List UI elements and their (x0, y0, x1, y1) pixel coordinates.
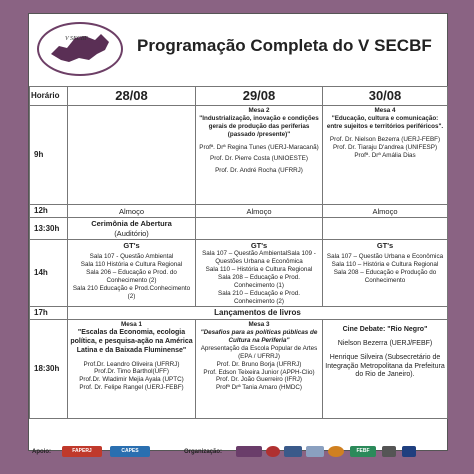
cell-30-1330h (323, 218, 448, 240)
gt-29-4: Sala 210 – Educação e Prod. Conhecimento (2) (218, 289, 300, 305)
gt-28-2: Sala 110 História e Cultura Regional (80, 261, 183, 269)
gts-title-28: GT's (123, 241, 140, 250)
org-logo-3 (284, 446, 302, 457)
cell-28-14h (68, 240, 196, 307)
mesa1-theme: "Escalas da Economia, ecologia política, e pesquisa-ação na América Latina e da Baixada Fluminense" (70, 329, 193, 354)
secbf-logo (37, 22, 123, 76)
row-14h (30, 240, 448, 307)
capes-logo: CAPES (110, 446, 150, 457)
cell-29-1330h (196, 218, 323, 240)
header-day2: 29/08 (196, 87, 323, 106)
mesa4-label: Mesa 4 (374, 107, 396, 115)
mesa3-label: Mesa 3 (248, 321, 270, 329)
mesa3-theme: "Desafios para as políticas públicas de Cultura na Periferia" (200, 329, 318, 345)
cell-30-1830h (323, 320, 448, 419)
mesa2-speaker-3: Prof. Dr. André Rocha (UFRRJ) (215, 167, 303, 175)
mesa3-speaker-1: Apresentação da Escola Popular de Artes (EPA / UFRRJ) (200, 344, 318, 360)
cell-29-9h (196, 106, 323, 205)
gt-29-1: Sala 107 – Questão AmbientalSala 109 - Questões Urbana e Econômica (202, 250, 316, 266)
mesa1-speaker-2: Prof.Dr. Timo Barthol(UFF) (94, 368, 169, 376)
mesa4-speaker-3: Profª. Drª Amália Dias (354, 151, 416, 159)
febf-logo: FEBF (350, 446, 376, 457)
cell-30-9h (323, 106, 448, 205)
gt-29-3: Sala 208 – Educação e Prod. Conhecimento (1) (218, 273, 300, 289)
header-day3: 30/08 (323, 87, 448, 106)
gt-30-2: Sala 110 – História e Cultura Regional (331, 261, 439, 269)
mesa4-theme: "Educação, cultura e comunicação: entre sujeitos e territórios periféricos". (326, 115, 444, 130)
mesa3-speaker-5: Profª Drª Tania Amaro (HMDC) (215, 384, 303, 392)
gt-28-4: Sala 210 Educação e Prod.Conhecimento (2) (72, 284, 191, 300)
row-1330h (30, 218, 448, 240)
mesa3-speaker-3: Prof. Edson Teixeira Junior (APPH-Clio) (203, 368, 315, 376)
org-logo-7 (402, 446, 416, 457)
gt-28-3: Sala 206 – Educação e Prod. do Conhecimento (2) (86, 269, 177, 284)
mesa4-speaker-1: Prof. Dr. Nielson Bezerra (UERJ-FEBF) (329, 135, 441, 143)
row-17h (30, 307, 448, 320)
almoco-29: Almoço (196, 205, 323, 218)
mesa2-speaker-2: Prof. Dr. Pierre Costa (UNIOESTE) (210, 154, 308, 162)
mesa1-speaker-4: Prof. Dr. Felipe Rangel (UERJ-FEBF) (79, 384, 184, 392)
time-14h: 14h (30, 240, 68, 307)
row-12h (30, 205, 448, 218)
gt-30-3: Sala 208 – Educação e Produção do Conhecimento (333, 269, 437, 284)
schedule-table (29, 86, 448, 419)
mesa2-speaker-1: Profª. Drª Regina Tunes (UERJ-Maracanã) (199, 143, 319, 151)
organizacao-label: Organização: (184, 449, 223, 455)
gts-title-29: GT's (250, 241, 268, 250)
footer (32, 445, 442, 467)
time-12h: 12h (30, 205, 68, 218)
mesa4-speaker-2: Prof. Dr. Tiaraju D'andrea (UNIFESP) (332, 143, 438, 151)
time-9h: 9h (30, 106, 68, 205)
cine-debate-title: Cine Debate: "Rio Negro" (342, 326, 428, 334)
row-1830h (30, 320, 448, 419)
cine-debate-speaker-1: Nielson Bezerra (UERJ/FEBF) (337, 340, 433, 348)
mesa2-theme: "Industrialização, inovação e condições gerais de produção das periferias (passado /presente)" (199, 115, 319, 138)
mesa1-speaker-3: Prof.Dr. Wladimir Mejia Ayala (UPTC) (79, 376, 184, 384)
time-17h: 17h (30, 307, 68, 320)
apoio-label: Apoio: (32, 449, 51, 455)
cine-debate-speaker-2: Henrique Silveira (Subsecretário de Integração Metropolitana da Prefeitura do Rio de Janeiro). (325, 353, 445, 379)
page-title: Programação Completa do V SECBF (137, 36, 432, 55)
gt-28-1: Sala 107 - Questão Ambiental (89, 253, 174, 261)
org-logo-2 (266, 446, 280, 457)
org-logo-5 (328, 446, 344, 457)
org-logo-4 (306, 446, 324, 457)
almoco-28: Almoço (68, 205, 196, 218)
faperj-logo: FAPERJ (62, 446, 102, 457)
mesa3-speaker-2: Prof. Dr. Bruno Borja (UFRRJ) (216, 360, 302, 368)
cerimonia-title: Cerimônia de Abertura (91, 219, 172, 229)
row-9h (30, 106, 448, 205)
cell-28-1830h (68, 320, 196, 419)
header-row (30, 87, 448, 106)
mesa1-speaker-1: Prof.Dr. Leandro Oliveira (UFRRJ) (83, 360, 180, 368)
header-day1: 28/08 (68, 87, 196, 106)
mesa2-label: Mesa 2 (248, 107, 270, 115)
cell-28-9h (68, 106, 196, 205)
mesa1-label: Mesa 1 (120, 321, 142, 329)
mesa3-speaker-4: Prof. Dr. João Guerreiro (IFRJ) (215, 376, 303, 384)
header-horario: Horário (30, 87, 68, 106)
almoco-30: Almoço (323, 205, 448, 218)
cell-28-1330h (68, 218, 196, 240)
gt-30-1: Sala 107 – Questão Urbana e Econômica (326, 253, 444, 261)
cell-30-14h (323, 240, 448, 307)
org-logo-6 (382, 446, 396, 457)
gt-29-2: Sala 110 – História e Cultura Regional (205, 266, 313, 274)
lancamentos: Lançamentos de livros (68, 307, 448, 320)
gts-title-30: GT's (376, 241, 394, 250)
cerimonia-local: (Auditório) (114, 228, 149, 238)
org-logo-1 (236, 446, 262, 457)
time-1830h: 18:30h (30, 320, 68, 419)
program-card (28, 13, 448, 451)
cell-29-1830h (196, 320, 323, 419)
time-1330h: 13:30h (30, 218, 68, 240)
map-silhouette-icon (39, 24, 121, 74)
cell-29-14h (196, 240, 323, 307)
logo-text: V SECBF (65, 36, 89, 42)
